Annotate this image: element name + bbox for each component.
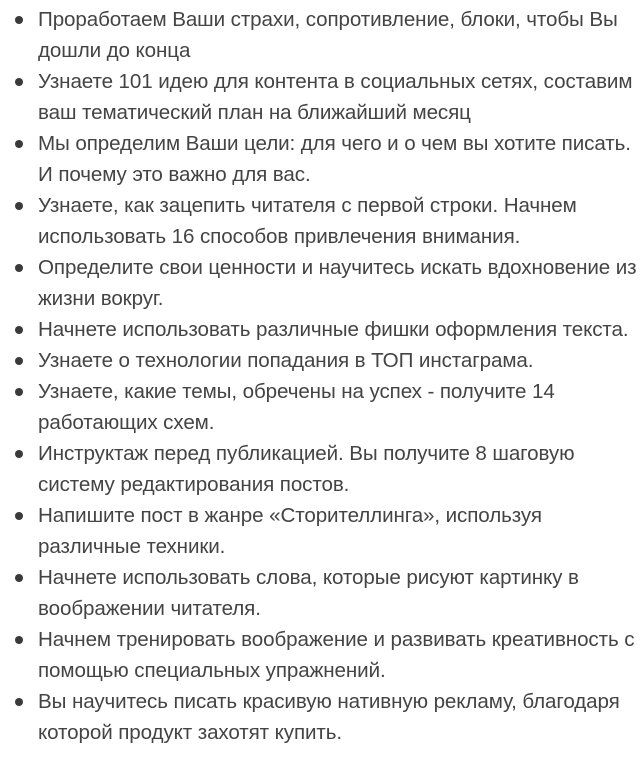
list-item-text: Напишите пост в жанре «Сторителлинга», используя различные техники. [38, 504, 542, 558]
list-item-text: Проработаем Ваши страхи, сопротивление, блоки, чтобы Вы дошли до конца [38, 8, 618, 62]
bullet-dot-icon [15, 326, 23, 334]
list-item [0, 500, 643, 562]
list-item [0, 345, 643, 376]
list-item-text: Определите свои ценности и научитесь искать вдохновение из жизни вокруг. [38, 256, 637, 310]
list-item-text: Начнете использовать слова, которые рисуют картинку в воображении читателя. [38, 566, 579, 620]
list-item [0, 624, 643, 686]
bullet-dot-icon [15, 202, 23, 210]
list-item [0, 686, 643, 748]
list-item-text: Узнаете, какие темы, обречены на успех - получите 14 работающих схем. [38, 380, 555, 434]
list-item-text: Узнаете, как зацепить читателя с первой строки. Начнем использовать 16 способов привлечения внимания. [38, 194, 577, 248]
bullet-dot-icon [15, 264, 23, 272]
bullet-dot-icon [15, 16, 23, 24]
bullet-dot-icon [15, 698, 23, 706]
list-item [0, 128, 643, 190]
list-item-text: Начнете использовать различные фишки оформления текста. [38, 318, 629, 341]
bullet-dot-icon [15, 388, 23, 396]
list-item-text: Вы научитесь писать красивую нативную рекламу, благодаря которой продукт захотят купить. [38, 690, 620, 744]
list-item-text: Инструктаж перед публикацией. Вы получите 8 шаговую систему редактирования постов. [38, 442, 575, 496]
list-item [0, 562, 643, 624]
list-item [0, 4, 643, 66]
list-item [0, 252, 643, 314]
list-item [0, 376, 643, 438]
list-item-text: Начнем тренировать воображение и развивать креативность с помощью специальных упражнений. [38, 628, 635, 682]
bullet-dot-icon [15, 574, 23, 582]
list-item [0, 66, 643, 128]
list-item [0, 314, 643, 345]
list-item-text: Узнаете 101 идею для контента в социальных сетях, составим ваш тематический план на ближайший месяц [38, 70, 633, 124]
bullet-dot-icon [15, 78, 23, 86]
bullet-dot-icon [15, 450, 23, 458]
bullet-dot-icon [15, 140, 23, 148]
list-item-text: Узнаете о технологии попадания в ТОП инстаграма. [38, 349, 534, 372]
bullet-dot-icon [15, 636, 23, 644]
bullet-dot-icon [15, 512, 23, 520]
list-item [0, 438, 643, 500]
list-item [0, 190, 643, 252]
bullet-dot-icon [15, 357, 23, 365]
list-item-text: Мы определим Ваши цели: для чего и о чем вы хотите писать. И почему это важно для вас. [38, 132, 631, 186]
